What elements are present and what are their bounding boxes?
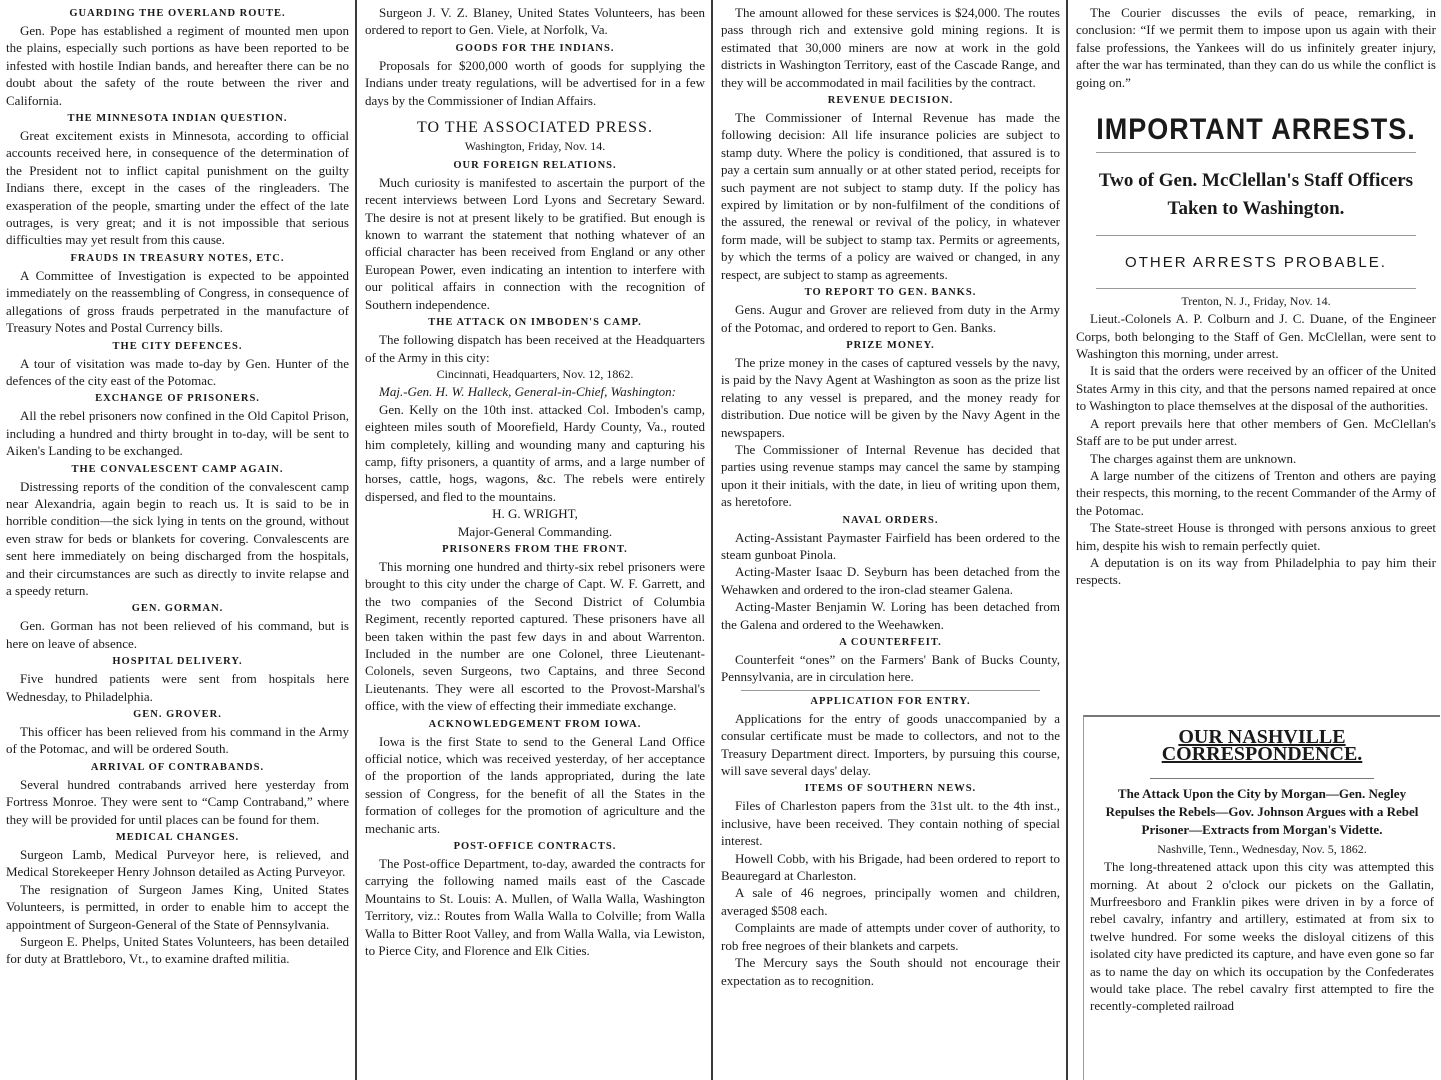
address-line: Maj.-Gen. H. W. Halleck, General-in-Chief, Washington: [379, 384, 676, 400]
section-heading: OUR FOREIGN RELATIONS. [453, 159, 617, 171]
paragraph: Surgeon Lamb, Medical Purveyor here, is relieved, and Medical Storekeeper Henry Johnson detailed as Acting Purveyor. [6, 847, 349, 880]
divider [1096, 288, 1416, 289]
paragraph: The State-street House is thronged with persons anxious to greet him, despite his wish to remain perfectly quiet. [1076, 520, 1436, 553]
paragraph: Applications for the entry of goods unaccompanied by a consular certificate must be made to collectors, and not to the Treasury Department direct. Importers, by pursuing this course, will save several days' delay. [721, 710, 1060, 779]
section-heading: REVENUE DECISION. [827, 95, 954, 107]
paragraph: It is said that the orders were received by an officer of the United States Army in this city, and that the persons named repaired at once to Washington to place themselves at the disposal of the authorities. [1076, 363, 1436, 414]
paragraph: Great excitement exists in Minnesota, according to official accounts received here, in consequence of the determination of the President not to inflict capital punishment on the guilty Indians there, except in the cases of the ringleaders. The exasperation of the people, smarting under the effect of the late outrages, is very great; and it is not impossible that serious difficulties may yet result from this cause. [6, 128, 349, 248]
paragraph: Gens. Augur and Grover are relieved from duty in the Army of the Potomac, and ordered to report to Gen. Banks. [721, 302, 1060, 335]
paragraph: The amount allowed for these services is $24,000. The routes pass through rich and extensive gold mining regions. It is estimated that 30,000 miners are now at work in the gold districts in Washington Territory, east of the Cascade Range, and they will be accommodated in mail facilities by the contract. [721, 5, 1060, 90]
section-heading: EXCHANGE OF PRISONERS. [95, 393, 260, 405]
paragraph: Lieut.-Colonels A. P. Colburn and J. C. Duane, of the Engineer Corps, both belonging to the Staff of Gen. McClellan, were sent to Washington this morning, under arrest. [1076, 311, 1436, 362]
paragraph: A Committee of Investigation is expected to be appointed immediately on the reassembling of Congress, in consequence of allegations of gross frauds perpetrated in the manufacture of Treasury Notes and Postal Currency bills. [6, 267, 349, 336]
section-heading: POST-OFFICE CONTRACTS. [453, 841, 617, 853]
paragraph: A sale of 46 negroes, principally women and children, averaged $508 each. [721, 885, 1060, 918]
section-heading: ACKNOWLEDGEMENT FROM IOWA. [428, 718, 642, 730]
section-heading: PRISONERS FROM THE FRONT. [442, 543, 628, 555]
column-rule [711, 0, 713, 1080]
paragraph: Several hundred contrabands arrived here yesterday from Fortress Monroe. They were sent to “Camp Contraband,” where they will be provided for until places can be found for them. [6, 776, 349, 827]
section-heading: GUARDING THE OVERLAND ROUTE. [69, 8, 286, 19]
section-heading: THE ATTACK ON IMBODEN'S CAMP. [428, 317, 642, 329]
dateline: Trenton, N. J., Friday, Nov. 14. [1181, 293, 1331, 308]
paragraph: Gen. Pope has established a regiment of mounted men upon the plains, especially such portions as have been reported to be infested with hostile Indian bands, and hereafter there can be no doubt about the safety of the route between the river and California. [6, 23, 349, 108]
paragraph: This morning one hundred and thirty-six rebel prisoners were brought to this city under the charge of Capt. W. F. Garrett, and the two companies of the Second District of Columbia Regiment, recently reported captured. These prisoners have all been taken within the past few days in and about Warrenton. Included in the number are one Colonel, three Lieutenant-Colonels, seven Surgeons, two Captains, and three Second Lieutenants. They were all escorted to the Provost-Marshal's office, with the view of effecting their immediate exchange. [365, 558, 705, 714]
section-heading: THE CITY DEFENCES. [112, 340, 243, 352]
paragraph: The Post-office Department, to-day, awarded the contracts for carrying the following named mails east of the Cascade Mountains to St. Louis: A. Mullen, of Walla Walla, Washington Territory, viz.: Routes from Walla Walla to Colville; from Walla Walla to Bitter Root Valley, and from Walla Walla, via Lewiston, to Pierce City, and Florence and Elk Cities. [365, 856, 705, 959]
paragraph: A tour of visitation was made to-day by Gen. Hunter of the defences of the city east of the Potomac. [6, 355, 349, 388]
paragraph: The following dispatch has been received at the Headquarters of the Army in this city: [365, 332, 705, 365]
nashville-dateline: Nashville, Tenn., Wednesday, Nov. 5, 1862. [1157, 841, 1367, 856]
paragraph: The Commissioner of Internal Revenue has decided that parties using revenue stamps may cancel the same by stamping upon it their initials, with the date, in lieu of writing upon them, as heretofore. [721, 441, 1060, 510]
paragraph: Proposals for $200,000 worth of goods for supplying the Indians under treaty regulations, will be advertised for in a few days by the Commissioner of Indian Affairs. [365, 57, 705, 108]
divider [741, 690, 1040, 691]
section-heading: GEN. GROVER. [133, 709, 222, 720]
section-heading: MEDICAL CHANGES. [115, 832, 240, 844]
column-4 [1070, 0, 1441, 712]
section-heading: A COUNTERFEIT. [839, 637, 942, 648]
column-rule [355, 0, 357, 1080]
paragraph: All the rebel prisoners now confined in the Old Capitol Prison, including a hundred and thirty brought in to-day, will be sent to Aiken's Landing to be exchanged. [6, 408, 349, 459]
paragraph: Distressing reports of the condition of the convalescent camp near Alexandria, again begin to reach us. It is said to be in horrible condition—the sick lying in tents on the ground, without even straw for beds or blankets for covering. Convalescents are sent here immediately on being discharged from the hospitals, and their circumstances are such as directly to invite relapse and a speedy return. [6, 478, 349, 598]
section-heading: GEN. GORMAN. [131, 603, 224, 615]
section-heading: APPLICATION FOR ENTRY. [810, 695, 971, 707]
paragraph: Surgeon J. V. Z. Blaney, United States Volunteers, has been ordered to report to Gen. Viele, at Norfolk, Va. [365, 5, 705, 38]
headline-deck: Two of Gen. McClellan's Staff Officers Taken to Washington. [1098, 170, 1414, 220]
divider [1096, 235, 1416, 236]
paragraph: The charges against them are unknown. [1090, 450, 1297, 466]
paragraph: Files of Charleston papers from the 31st ult. to the 4th inst., inclusive, have been received. They contain nothing of special interest. [721, 798, 1060, 849]
paragraph: Five hundred patients were sent from hospitals here Wednesday, to Philadelphia. [6, 671, 349, 704]
paragraph: Acting-Master Benjamin W. Loring has been detached from the Galena and ordered to the Weehawken. [721, 599, 1060, 632]
column-2 [359, 0, 710, 1080]
paragraph: The prize money in the cases of captured vessels by the navy, is paid by the Navy Agent at Washington as soon as the prize list relating to any vessel is prepared, and the money ready for distribution. Due notice will be given by the Navy Agent in the newspapers. [721, 354, 1060, 440]
column-1 [0, 0, 354, 1080]
paragraph: Howell Cobb, with his Brigade, had been ordered to report to Beauregard at Charleston. [721, 850, 1060, 884]
divider [1096, 152, 1416, 153]
headline-subdeck: OTHER ARRESTS PROBABLE. [1125, 254, 1387, 272]
paragraph: Surgeon E. Phelps, United States Volunteers, has been detailed for duty at Brattleboro, Vt., to examine drafted militia. [6, 934, 349, 967]
paragraph: Iowa is the first State to send to the General Land Office official notice, which was received yesterday, of her acceptance of the proportion of the lands appropriated, during the late session of Congress, for the benefit of all the States in the formation of colleges for the promotion of agriculture and the mechanic arts. [365, 733, 705, 836]
section-heading: FRAUDS IN TREASURY NOTES, ETC. [70, 252, 285, 264]
paragraph: The Commissioner of Internal Revenue has made the following decision: All life insurance policies are subject to stamp duty. Where the policy is conditioned, that assured is to pay a certain sum annually or at other stated period, receipts for such payment are not subject to stamp duty. If the policy has expired by limitation or by non-fulfilment of the conditions of the assured, the renewal or revival of the policy, in whatever form made, will be subject to stamp tax. Permits or agreements, by which the terms of a policy are waived or changed, in any respect, are subject to stamp as agreements. [721, 110, 1060, 282]
signature: H. G. WRIGHT, [492, 506, 578, 522]
section-heading: ITEMS OF SOUTHERN NEWS. [804, 783, 977, 795]
section-heading: THE CONVALESCENT CAMP AGAIN. [71, 463, 284, 475]
paragraph: The Courier discusses the evils of peace, remarking, in conclusion: “If we permit them to impose upon us again with their false professions, the Yankees will do us infinitely greater injury, after the war has terminated, than they can do us while the conflict is going on.” [1076, 5, 1436, 90]
nashville-correspondence-article [1083, 715, 1440, 1080]
section-heading: HOSPITAL DELIVERY. [112, 656, 243, 668]
paragraph: A large number of the citizens of Trenton and others are paying their respects, this morning, to the recent Commander of the Army of the Potomac. [1076, 467, 1436, 518]
nashville-body: The long-threatened attack upon this city was attempted this morning. At about 2 o'clock our pickets on the Gallatin, Murfreesboro and Franklin pikes were driven in by a force of rebel cavalry, infantry and artillery, estimated at from six to twelve hundred. For some weeks the disloyal citizens of this isolated city have predicted its capture, and have even gone so far as to name the day on which its occupation by the Confederates would take place. The rebel cavalry first attempted to fire the recently-completed railroad [1090, 859, 1434, 1014]
signature: Major-General Commanding. [457, 523, 613, 539]
nashville-subhead: The Attack Upon the City by Morgan—Gen. Negley Repulses the Rebels—Gov. Johnson Argues with a Rebel Prisoner—Extracts from Morgan's Vidette. [1105, 785, 1419, 837]
paragraph: Counterfeit “ones” on the Farmers' Bank of Bucks County, Pennsylvania, are in circulation here. [721, 652, 1060, 685]
paragraph: Acting-Assistant Paymaster Fairfield has been ordered to the steam gunboat Pinola. [721, 529, 1060, 562]
section-heading: THE MINNESOTA INDIAN QUESTION. [67, 113, 288, 125]
section-heading: TO REPORT TO GEN. BANKS. [804, 287, 977, 299]
paragraph: A report prevails here that other members of Gen. McClellan's Staff are to be put under arrest. [1076, 415, 1436, 449]
section-heading: NAVAL ORDERS. [842, 514, 939, 526]
paragraph: This officer has been relieved from his command in the Army of the Potomac, and will be ordered South. [6, 724, 349, 757]
paragraph: Acting-Master Isaac D. Seyburn has been detached from the Wehawken and ordered to the iron-clad steamer Galena. [721, 564, 1060, 597]
paragraph: Gen. Gorman has not been relieved of his command, but is here on leave of absence. [6, 618, 349, 651]
paragraph: Gen. Kelly on the 10th inst. attacked Col. Imboden's camp, eighteen miles south of Moorefield, Hardy County, Va., routed him completely, killing and wounding many and capturing his camp, fifty prisoners, a quantity of arms, and a large number of horses, cattle, hogs, wagons, &c. The rebels were entirely dispersed, and fled to the mountains. [365, 401, 705, 504]
headline-main: IMPORTANT ARRESTS. [1096, 112, 1416, 146]
section-heading: GOODS FOR THE INDIANS. [455, 42, 615, 54]
dateline: Cincinnati, Headquarters, Nov. 12, 1862. [436, 366, 634, 381]
column-rule [1066, 0, 1068, 1080]
section-heading: PRIZE MONEY. [846, 339, 935, 351]
dateline: Washington, Friday, Nov. 14. [464, 139, 606, 154]
paragraph: The Mercury says the South should not encourage their expectation as to recognition. [721, 955, 1060, 988]
paragraph: The resignation of Surgeon James King, United States Volunteers, is permitted, in order to enable him to accept the appointment of Surgeon-General of the State of Pennsylvania. [6, 881, 349, 932]
associated-press-heading: TO THE ASSOCIATED PRESS. [417, 119, 653, 137]
nashville-title: OUR NASHVILLE CORRESPONDENCE. [1161, 726, 1363, 766]
section-heading: ARRIVAL OF CONTRABANDS. [90, 761, 265, 773]
column-3 [715, 0, 1065, 1080]
paragraph: Complaints are made of attempts under cover of authority, to rob free negroes of their blankets and carpets. [721, 920, 1060, 953]
paragraph: Much curiosity is manifested to ascertain the purport of the recent interviews between Lord Lyons and Secretary Seward. The desire is not at present likely to be gratified. But enough is known to warrant the statement that nothing whatever of an official character has been received from England or any other European Power, even indicating an intention to interfere with our political affairs in connection with the recognition of Southern independence. [365, 174, 705, 312]
paragraph: A deputation is on its way from Philadelphia to pay him their respects. [1076, 554, 1436, 588]
